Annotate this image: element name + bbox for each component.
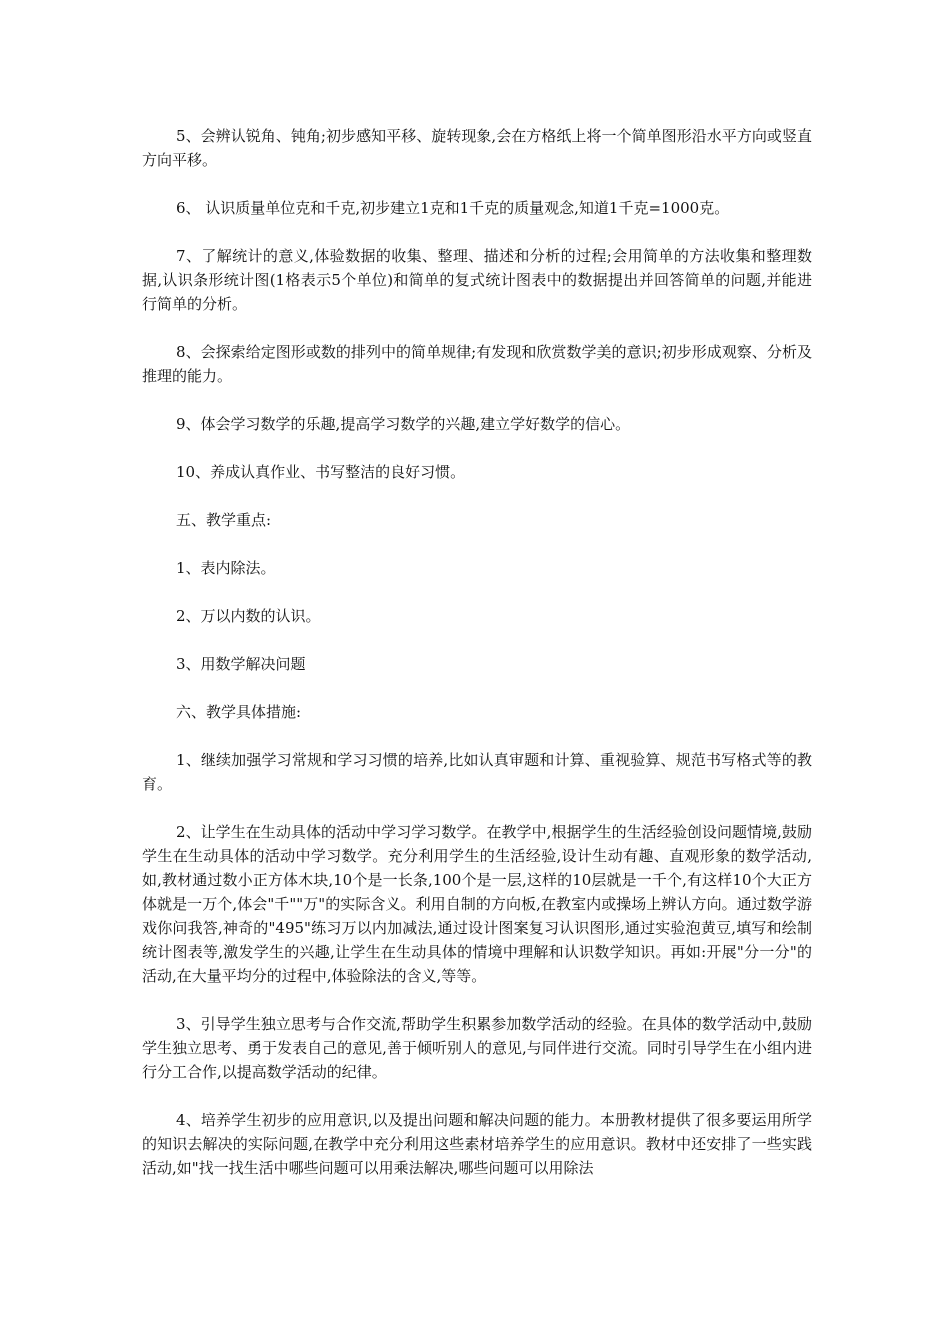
focus-item-division: 1、表内除法。	[176, 559, 276, 577]
measure-item-2-active-learning: 2、让学生在生动具体的活动中学习学习数学。在教学中,根据学生的生活经验创设问题情境,鼓励学生在生动具体的活动中学习数学。充分利用学生的生活经验,设计生动有趣、直观形象的数学活动,如,教材通过数小正方体木块,10个是一长条,100个是一层,这样的10层就是一千个,有这样10个大正方体就是一万个,体会"千""万"的实际含义。利用自制的方向板,在教室内或操场上辨认方向。通过数学游戏你问我答,神奇的"495"练习万以内加减法,通过设计图案复习认识图形,通过实验泡黄豆,填写和绘制统计图表等,激发学生的兴趣,让学生在生动具体的情境中理解和认识数学知识。再如:开展"分一分"的活动,在大量平均分的过程中,体验除法的含义,等等。	[142, 823, 812, 985]
section-heading-teaching-measures: 六、教学具体措施:	[176, 703, 302, 721]
paragraph-item-10-habits: 10、养成认真作业、书写整洁的良好习惯。	[176, 463, 466, 481]
focus-item-numbers-within-ten-thousand: 2、万以内数的认识。	[176, 607, 321, 625]
paragraph-item-5-acute-obtuse-angles: 5、会辨认锐角、钝角;初步感知平移、旋转现象,会在方格纸上将一个简单图形沿水平方向或竖直方向平移。	[142, 127, 812, 169]
measure-item-1-study-habits: 1、继续加强学习常规和学习习惯的培养,比如认真审题和计算、重视验算、规范书写格式等的教育。	[142, 751, 812, 793]
section-heading-teaching-focus: 五、教学重点:	[176, 511, 272, 529]
paragraph-item-6-mass-units: 6、 认识质量单位克和千克,初步建立1克和1千克的质量观念,知道1千克=1000克。	[176, 199, 730, 217]
measure-item-4-application: 4、培养学生初步的应用意识,以及提出问题和解决问题的能力。本册教材提供了很多要运用所学的知识去解决的实际问题,在教学中充分利用这些素材培养学生的应用意识。教材中还安排了一些实践活动,如"找一找生活中哪些问题可以用乘法解决,哪些问题可以用除法	[142, 1111, 812, 1177]
document-body	[142, 124, 812, 1204]
paragraph-item-9-interest: 9、体会学习数学的乐趣,提高学习数学的兴趣,建立学好数学的信心。	[176, 415, 631, 433]
paragraph-item-8-patterns: 8、会探索给定图形或数的排列中的简单规律;有发现和欣赏数学美的意识;初步形成观察、分析及推理的能力。	[142, 343, 812, 385]
measure-item-3-cooperation: 3、引导学生独立思考与合作交流,帮助学生积累参加数学活动的经验。在具体的数学活动中,鼓励学生独立思考、勇于发表自己的意见,善于倾听别人的意见,与同伴进行交流。同时引导学生在小组内进行分工合作,以提高数学活动的纪律。	[142, 1015, 812, 1081]
paragraph-item-7-statistics: 7、了解统计的意义,体验数据的收集、整理、描述和分析的过程;会用简单的方法收集和整理数据,认识条形统计图(1格表示5个单位)和简单的复式统计图表中的数据提出并回答简单的问题,并能进行简单的分析。	[142, 247, 812, 313]
focus-item-problem-solving: 3、用数学解决问题	[176, 655, 306, 673]
